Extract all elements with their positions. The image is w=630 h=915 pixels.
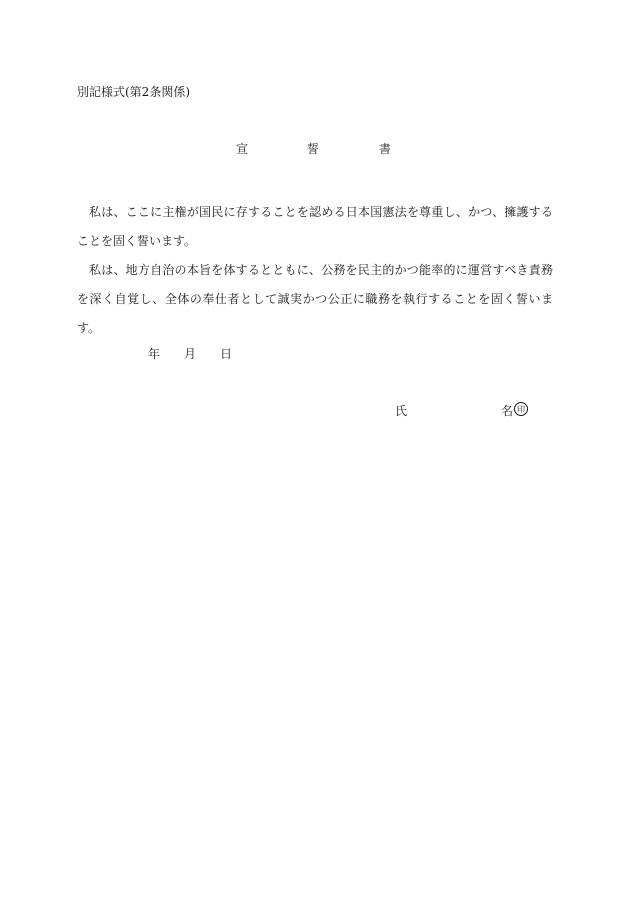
title-char-3: 書 <box>379 142 392 156</box>
title-char-2: 誓 <box>307 142 320 156</box>
signature-name-label: 名 <box>501 404 514 418</box>
oath-paragraph-1: 私は、ここに主権が国民に存することを認める日本国憲法を尊重し、かつ、擁護することを固く誓います。 <box>77 205 553 248</box>
oath-paragraph-2: 私は、地方自治の本旨を体するとともに、公務を民主的かつ能率的に運営すべき責務を深く自覚し、全体の奉仕者として誠実かつ公正に職務を執行することを固く誓います。 <box>77 263 553 335</box>
date-month-label: 月 <box>184 347 197 361</box>
date-year-label: 年 <box>148 347 161 361</box>
signature-family-label: 氏 <box>395 404 408 418</box>
form-label: 別記様式(第2条関係) <box>77 85 190 99</box>
oath-body <box>77 198 553 343</box>
title-char-1: 宣 <box>236 142 249 156</box>
date-day-label: 日 <box>220 347 233 361</box>
seal-icon: 印 <box>514 402 528 416</box>
